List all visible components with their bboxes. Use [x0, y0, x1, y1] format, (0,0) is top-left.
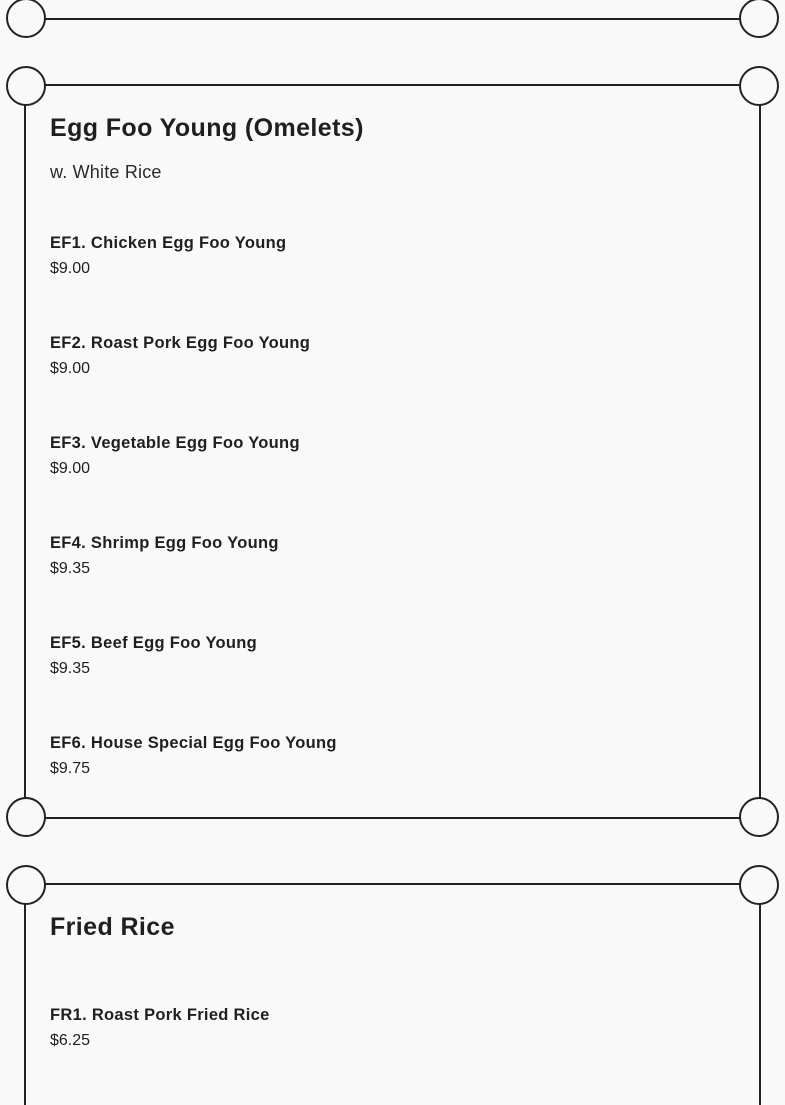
- card-corner-notch: [739, 0, 779, 38]
- menu-item[interactable]: [50, 633, 257, 679]
- section-card-fried-rice: [24, 883, 761, 1105]
- card-corner-notch: [6, 865, 46, 905]
- menu-item[interactable]: [50, 333, 310, 379]
- menu-item-price: $9.00: [50, 260, 91, 277]
- section-subtitle: w. White Rice: [50, 162, 162, 182]
- menu-item-name: EF5. Beef Egg Foo Young: [50, 634, 258, 652]
- menu-item[interactable]: [50, 1005, 270, 1051]
- menu-item[interactable]: [50, 233, 286, 279]
- menu-item[interactable]: [50, 733, 337, 779]
- card-corner-notch: [739, 865, 779, 905]
- menu-item-name: EF2. Roast Pork Egg Foo Young: [50, 334, 311, 352]
- section-card-egg-foo-young: [24, 84, 761, 819]
- menu-item-price: $9.35: [50, 660, 91, 677]
- previous-section-card: [24, 0, 761, 20]
- card-corner-notch: [6, 66, 46, 106]
- card-corner-notch: [6, 797, 46, 837]
- menu-item[interactable]: [50, 533, 279, 579]
- card-corner-notch: [6, 0, 46, 38]
- menu-item-name: EF6. House Special Egg Foo Young: [50, 734, 337, 752]
- menu-item-price: $9.75: [50, 760, 91, 777]
- menu-item-name: FR1. Roast Pork Fried Rice: [50, 1006, 270, 1024]
- section-title: Fried Rice: [50, 913, 175, 941]
- menu-item-price: $9.00: [50, 460, 91, 477]
- menu-item-name: EF1. Chicken Egg Foo Young: [50, 234, 287, 252]
- menu-item-price: $6.25: [50, 1032, 91, 1049]
- menu-item-name: EF4. Shrimp Egg Foo Young: [50, 534, 279, 552]
- section-title: Egg Foo Young (Omelets): [50, 114, 364, 142]
- menu-item-name: EF3. Vegetable Egg Foo Young: [50, 434, 300, 452]
- menu-item[interactable]: [50, 433, 300, 479]
- menu-item-price: $9.35: [50, 560, 91, 577]
- card-corner-notch: [739, 66, 779, 106]
- menu-item-price: $9.00: [50, 360, 91, 377]
- card-corner-notch: [739, 797, 779, 837]
